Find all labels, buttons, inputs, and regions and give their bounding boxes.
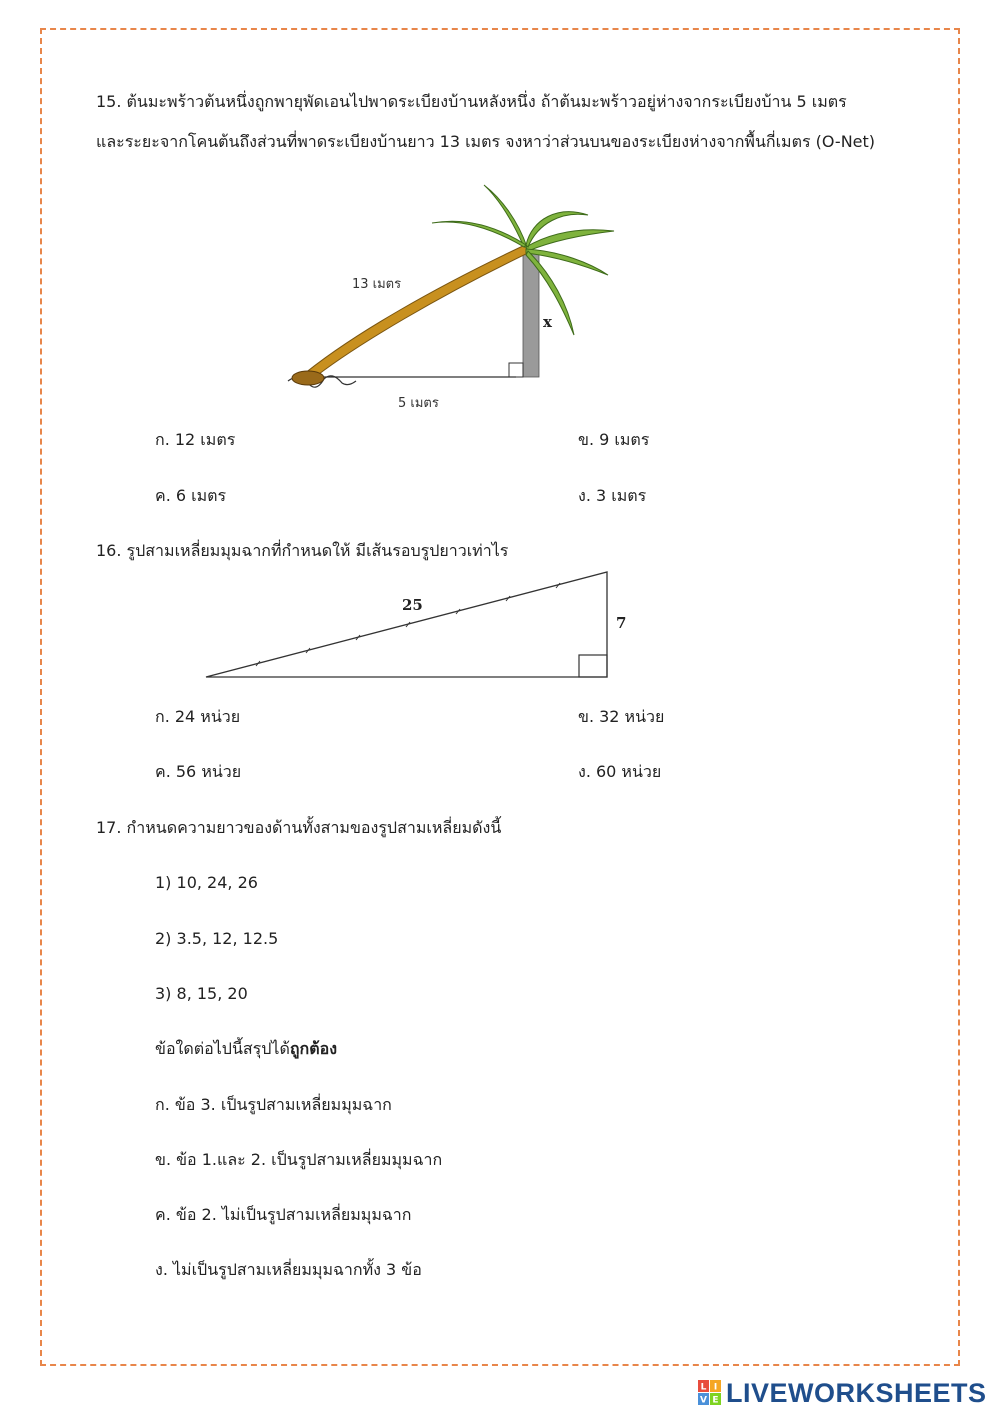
badge-letter-l: L	[700, 1382, 707, 1393]
q17-prompt-bold: ถูกต้อง	[289, 1039, 338, 1058]
liveworksheets-logo[interactable]	[698, 1378, 987, 1408]
q15-text-line1: 15. ต้นมะพร้าวต้นหนึ่งถูกพายุพัดเอนไปพาดระเบียงบ้านหลังหนึ่ง ถ้าต้นมะพร้าวอยู่ห่างจากระเบียงบ้าน 5 เมตร	[96, 92, 847, 111]
triangle-outline	[206, 572, 607, 677]
triangle-right-angle-marker	[579, 655, 607, 677]
base-label: 5 เมตร	[398, 396, 439, 411]
triangle-hypotenuse-label: 25	[402, 596, 423, 614]
logo-text: LIVEWORKSHEETS	[726, 1377, 987, 1408]
badge-letter-i: I	[713, 1382, 718, 1393]
q16-option-d[interactable]: ง. 60 หน่วย	[578, 762, 662, 781]
q15-option-b[interactable]: ข. 9 เมตร	[578, 430, 650, 449]
q17-option-a[interactable]: ก. ข้อ 3. เป็นรูปสามเหลี่ยมมุมฉาก	[155, 1095, 392, 1114]
q15-option-d[interactable]: ง. 3 เมตร	[578, 486, 647, 505]
q17-option-b[interactable]: ข. ข้อ 1.และ 2. เป็นรูปสามเหลี่ยมมุมฉาก	[155, 1150, 443, 1169]
q16-option-a[interactable]: ก. 24 หน่วย	[155, 707, 241, 726]
q16-option-b[interactable]: ข. 32 หน่วย	[578, 707, 665, 726]
q17-item-2: 2) 3.5, 12, 12.5	[155, 929, 279, 948]
q17-item-3: 3) 8, 15, 20	[155, 984, 248, 1003]
palm-leaf	[526, 230, 614, 251]
q17-prompt-prefix: ข้อใดต่อไปนี้สรุปได้	[155, 1039, 290, 1058]
badge-letter-e: E	[712, 1395, 719, 1406]
q15-option-c[interactable]: ค. 6 เมตร	[155, 486, 227, 505]
porch-pole	[523, 253, 539, 377]
palm-trunk	[298, 245, 528, 381]
right-angle-marker	[509, 363, 523, 377]
q17-text: 17. กำหนดความยาวของด้านทั้งสามของรูปสามเหลี่ยมดังนี้	[96, 818, 502, 837]
q16-text: 16. รูปสามเหลี่ยมมุมฉากที่กำหนดให้ มีเส้นรอบรูปยาวเท่าไร	[96, 541, 509, 560]
right-triangle-figure	[200, 565, 640, 685]
badge-letter-v: V	[700, 1395, 707, 1406]
triangle-height-label: 7	[616, 614, 627, 632]
q17-prompt	[155, 1039, 337, 1059]
q15-text-line2: และระยะจากโคนต้นถึงส่วนที่พาดระเบียงบ้านยาว 13 เมตร จงหาว่าส่วนบนของระเบียงห่างจากพื้นกี่เมตร (O-Net)	[96, 132, 876, 151]
height-label: x	[543, 313, 552, 331]
q17-item-1: 1) 10, 24, 26	[155, 873, 258, 892]
palm-tree-figure	[270, 175, 630, 425]
q17-option-d[interactable]: ง. ไม่เป็นรูปสามเหลี่ยมมุมฉากทั้ง 3 ข้อ	[155, 1260, 422, 1279]
palm-leaf	[432, 221, 526, 247]
logo-badge-icon	[698, 1380, 722, 1406]
q17-option-c[interactable]: ค. ข้อ 2. ไม่เป็นรูปสามเหลี่ยมมุมฉาก	[155, 1205, 412, 1224]
q15-option-a[interactable]: ก. 12 เมตร	[155, 430, 236, 449]
q16-option-c[interactable]: ค. 56 หน่วย	[155, 762, 242, 781]
hypotenuse-label: 13 เมตร	[352, 277, 402, 292]
palm-trunk-base	[292, 371, 324, 385]
